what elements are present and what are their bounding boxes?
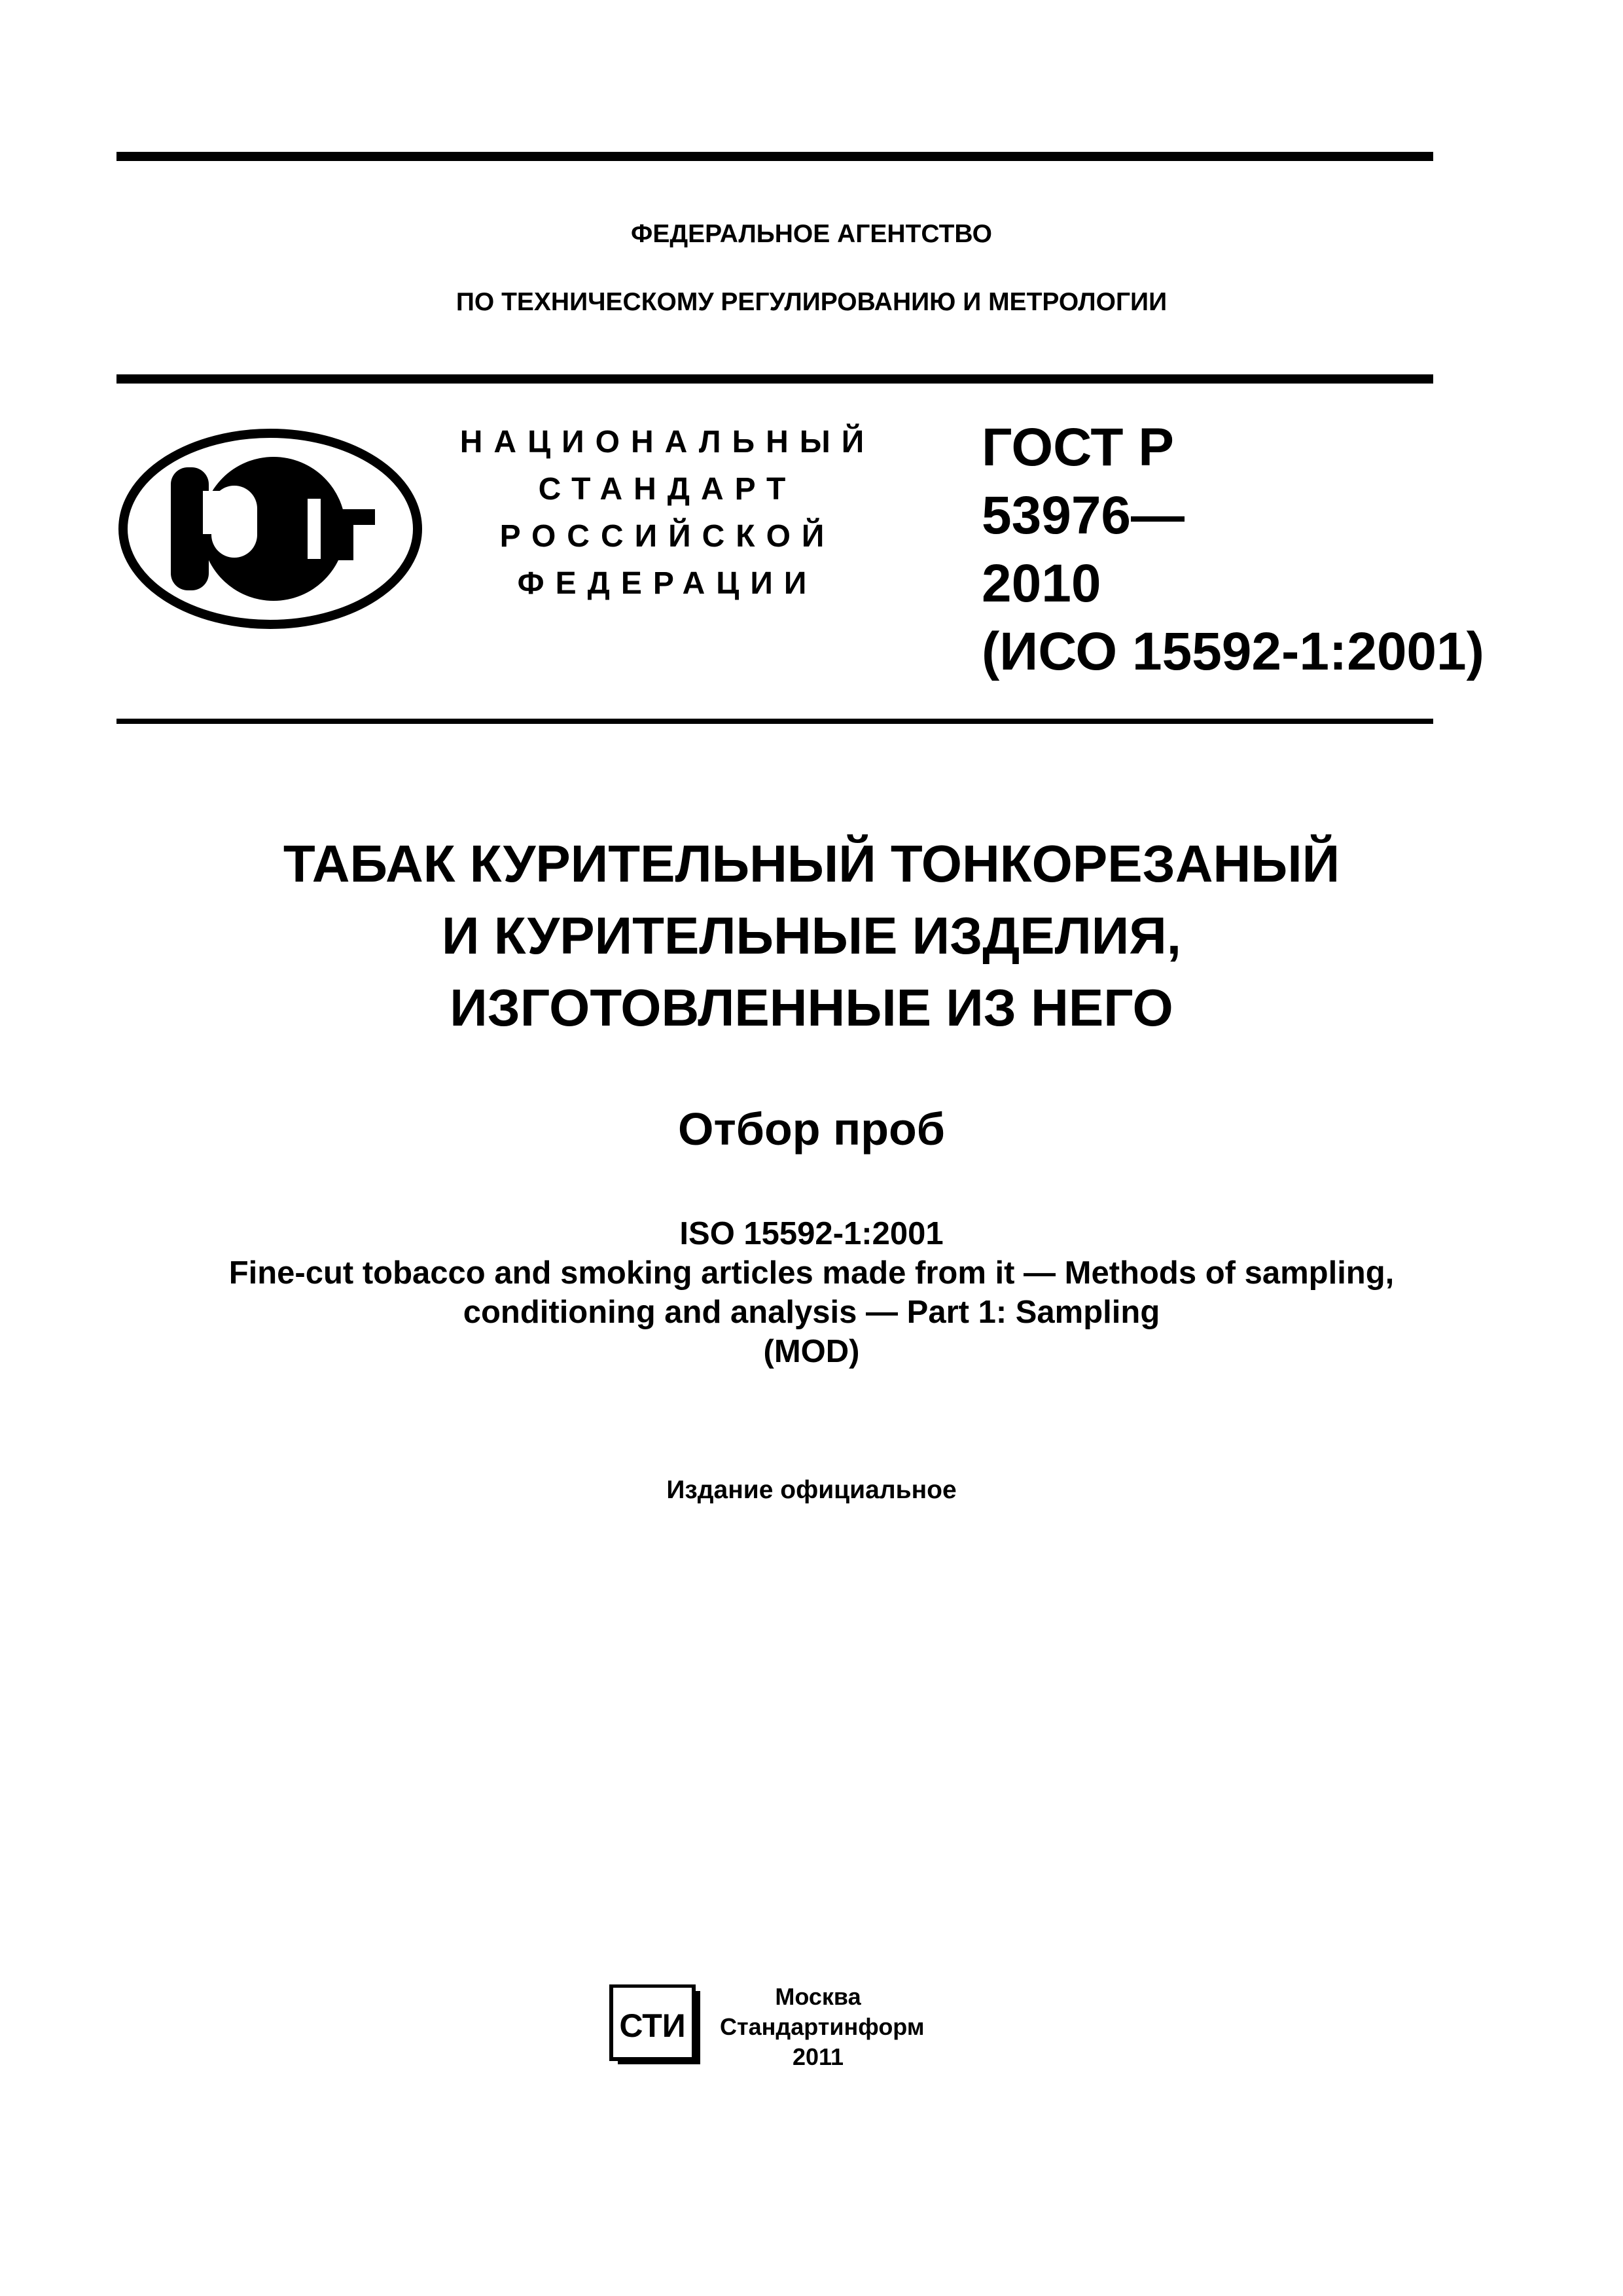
document-title [0,828,1623,1044]
national-label-line-1: НАЦИОНАЛЬНЫЙ [459,425,876,459]
designation-line-3: 2010 [982,554,1101,613]
iso-code: ISO 15592-1:2001 [679,1216,944,1251]
agency-line-2: ПО ТЕХНИЧЕСКОМУ РЕГУЛИРОВАНИЮ И МЕТРОЛОГИИ [455,288,1168,316]
designation-rule [116,719,1433,724]
designation-line-4: (ИСО 15592-1:2001) [982,622,1484,681]
national-label-line-3: РОССИЙСКОЙ [499,519,836,554]
agency-line-1: ФЕДЕРАЛЬНОЕ АГЕНТСТВО [631,220,992,248]
designation-line-1: ГОСТ Р [982,418,1174,477]
standartinform-logo-text: СТИ [619,2007,686,2044]
national-label-line-2: СТАНДАРТ [538,472,797,507]
title-line-3: ИЗГОТОВЛЕННЫЕ ИЗ НЕГО [450,978,1173,1037]
iso-reference [0,1214,1623,1371]
top-rule [116,152,1433,161]
edition-note: Издание официальное [666,1476,957,1504]
standartinform-logo [609,1984,707,2073]
gost-r-logo [116,427,424,634]
header-rule [116,374,1433,384]
iso-title-line-1: Fine-cut tobacco and smoking articles made from it — Methods of sampling, [228,1255,1395,1291]
publisher-city: Москва [775,1983,861,2010]
designation-line-2: 53976— [982,486,1185,545]
publisher-name: Стандартинформ [720,2013,925,2040]
standard-designation [982,414,1484,686]
title-line-2: И КУРИТЕЛЬНЫЕ ИЗДЕЛИЯ, [441,906,1182,965]
publisher-year: 2011 [792,2043,844,2070]
document-subtitle: Отбор проб [678,1103,945,1155]
national-label-line-4: ФЕДЕРАЦИИ [517,566,818,601]
iso-degree: (MOD) [763,1334,860,1369]
national-standard-label [419,419,916,607]
iso-title-line-2: conditioning and analysis — Part 1: Sampling [463,1295,1160,1330]
publisher-info [720,1982,925,2072]
title-line-1: ТАБАК КУРИТЕЛЬНЫЙ ТОНКОРЕЗАНЫЙ [283,834,1340,893]
